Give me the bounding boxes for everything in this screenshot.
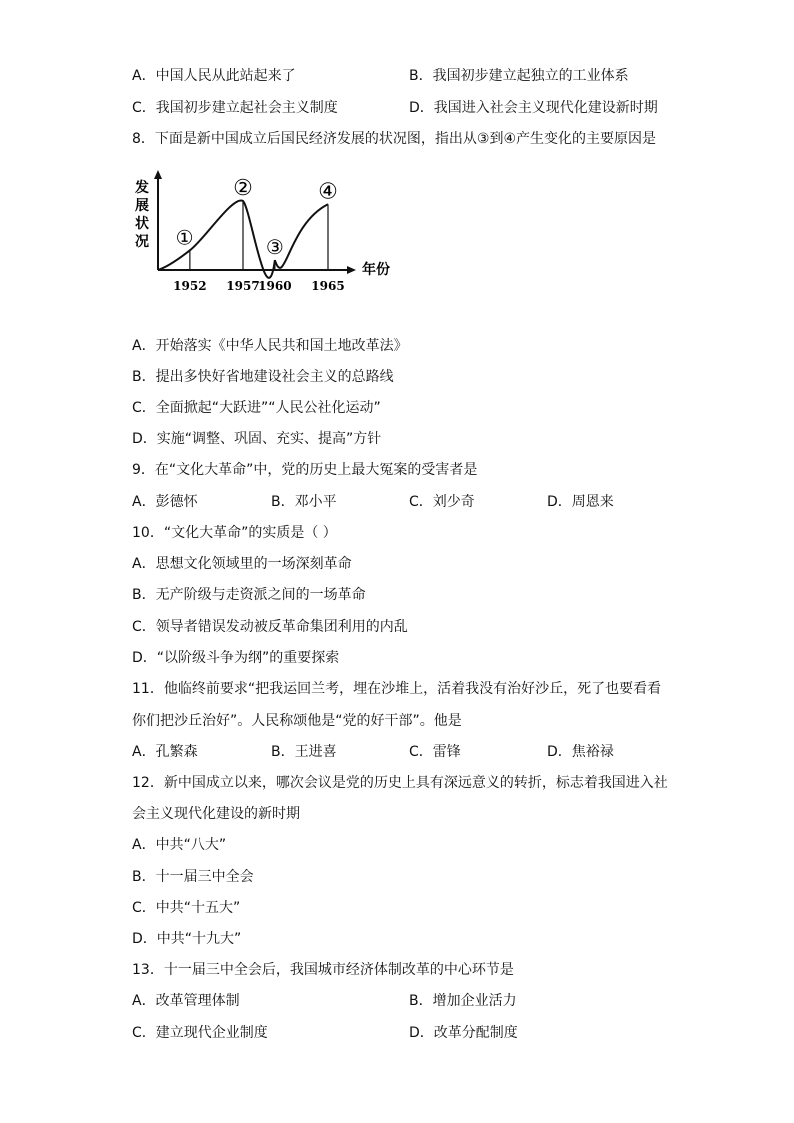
point-marker: ② [233, 176, 253, 201]
q10-option-a: A．思想文化领域里的一场深刻革命 [132, 556, 352, 572]
q10-option-b: B．无产阶级与走资派之间的一场革命 [132, 587, 366, 603]
q8-option-b: B．提出多快好省地建设社会主义的总路线 [132, 369, 394, 385]
q12-stem-line1: 12．新中国成立以来，哪次会议是党的历史上具有深远意义的转折，标志着我国进入社 [132, 775, 668, 791]
q9-stem: 9．在“文化大革命”中，党的历史上最大冤案的受害者是 [132, 462, 478, 478]
q9-option-a: A．彭德怀 [132, 494, 198, 510]
q11-option-d: D．焦裕禄 [547, 744, 614, 760]
x-tick-label: 1957 [226, 279, 260, 293]
q13-option-d: D．改革分配制度 [409, 1025, 518, 1041]
q13-option-b: B．增加企业活力 [409, 993, 517, 1009]
economic-development-chart [132, 170, 392, 300]
point-marker: ④ [318, 179, 338, 205]
q12-option-c: C．中共“十五大” [132, 900, 241, 916]
q9-option-c: C．刘少奇 [409, 494, 475, 510]
q13-stem: 13．十一届三中全会后，我国城市经济体制改革的中心环节是 [132, 962, 514, 978]
y-axis-arrow [154, 170, 162, 179]
q8-stem: 8．下面是新中国成立后国民经济发展的状况图，指出从③到④产生变化的主要原因是 [132, 131, 657, 147]
y-label-char-1: 发 [135, 180, 149, 196]
q11-option-b: B．王进喜 [271, 744, 337, 760]
q12-option-d: D．中共“十九大” [132, 931, 242, 947]
q8-option-d: D．实施“调整、巩固、充实、提高”方针 [132, 431, 382, 447]
x-axis-arrow [347, 266, 356, 274]
q11-stem-line2: 你们把沙丘治好”。人民称颂他是“党的好干部”。他是 [132, 713, 462, 729]
q10-option-d: D．“以阶级斗争为纲”的重要探索 [132, 650, 340, 666]
q7-option-b: B．我国初步建立起独立的工业体系 [409, 68, 629, 84]
q13-option-a: A．改革管理体制 [132, 993, 240, 1009]
q8-option-a: A．开始落实《中华人民共和国土地改革法》 [132, 338, 408, 354]
q10-option-c: C．领导者错误发动被反革命集团利用的内乱 [132, 619, 408, 635]
q13-option-c: C．建立现代企业制度 [132, 1025, 268, 1041]
q9-option-b: B．邓小平 [271, 494, 337, 510]
q12-option-b: B．十一届三中全会 [132, 869, 254, 885]
x-axis-label: 年份 [362, 262, 390, 278]
q8-option-c: C．全面掀起“大跃进”“人民公社化运动” [132, 400, 381, 416]
x-tick-label: 1960 [258, 279, 292, 293]
point-marker: ③ [265, 235, 284, 260]
q11-option-a: A．孔繁森 [132, 744, 198, 760]
x-tick-label: 1952 [173, 279, 207, 293]
q11-option-c: C．雷锋 [409, 744, 461, 760]
q10-stem: 10．“文化大革命”的实质是（ ） [132, 525, 337, 541]
y-label-char-3: 状 [135, 216, 149, 232]
q11-stem-line1: 11．他临终前要求“把我运回兰考，埋在沙堆上，活着我没有治好沙丘，死了也要看看 [132, 681, 662, 697]
q9-option-d: D．周恩来 [547, 494, 614, 510]
q7-option-c: C．我国初步建立起社会主义制度 [132, 100, 338, 116]
q12-option-a: A．中共“八大” [132, 837, 227, 853]
y-label-char-4: 况 [135, 234, 149, 250]
q12-stem-line2: 会主义现代化建设的新时期 [132, 806, 300, 822]
y-label-char-2: 展 [135, 198, 149, 214]
point-marker: ① [175, 225, 194, 250]
q7-option-d: D．我国进入社会主义现代化建设新时期 [409, 100, 658, 116]
q7-option-a: A．中国人民从此站起来了 [132, 68, 296, 84]
x-tick-label: 1965 [311, 279, 345, 293]
